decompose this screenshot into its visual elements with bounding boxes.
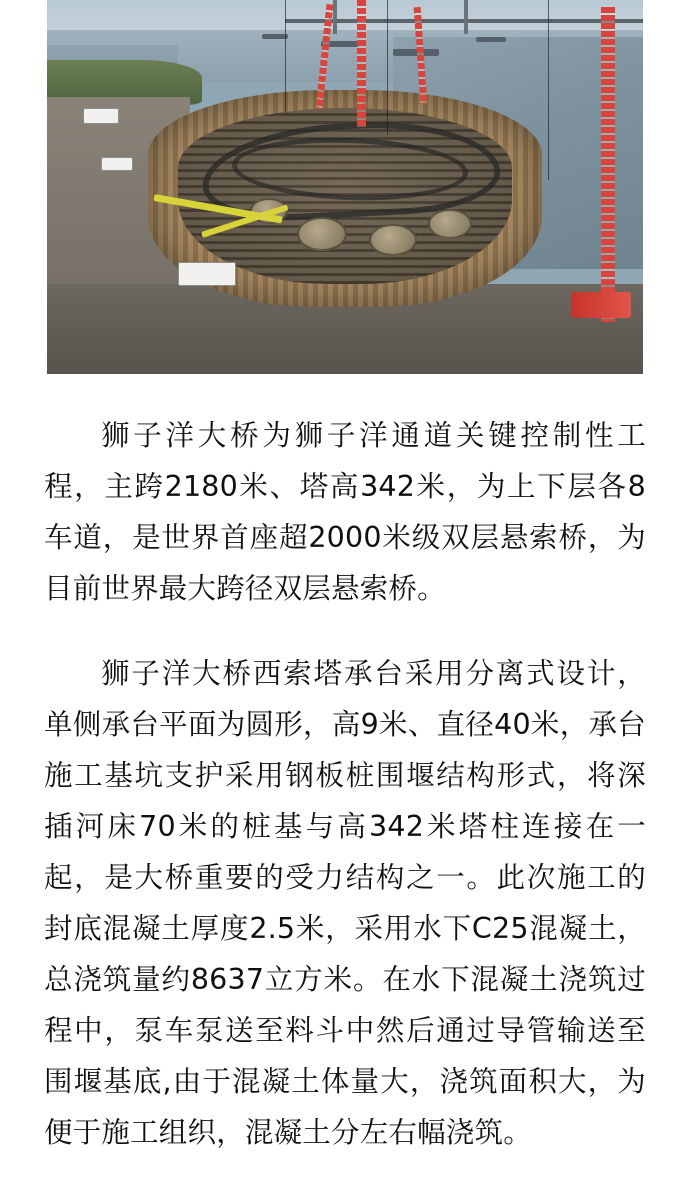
crane-cable — [285, 0, 286, 112]
caisson-opening — [297, 217, 347, 251]
article-body — [0, 374, 690, 1188]
red-crawler-crane-mast — [601, 7, 615, 321]
concrete-pump-truck — [178, 262, 236, 286]
crawler-crane-base — [571, 292, 631, 318]
bridge-foundation-construction-photo — [47, 0, 643, 374]
crane-cable — [548, 0, 549, 180]
crane-cable — [387, 0, 388, 135]
work-truck — [101, 157, 133, 171]
bridge-pylon-right — [464, 0, 468, 34]
work-truck — [83, 108, 119, 124]
paragraph-1: 狮子洋大桥为狮子洋通道关键控制性工程，主跨2180米、塔高342米，为上下层各8车道，是世界首座超2000米级双层悬索桥，为目前世界最大跨径双层悬索桥。 — [44, 419, 646, 605]
red-crawler-crane-boom — [357, 0, 366, 127]
paragraph-2: 狮子洋大桥西索塔承台采用分离式设计，单侧承台平面为圆形，高9米、直径40米，承台施工基坑支护采用钢板桩围堰结构形式，将深插河床70米的桩基与高342米塔柱连接在一起，是大桥重要的受力结构之一。此次施工的封底混凝土厚度2.5米，采用水下C25混凝土，总浇筑量约8637立方米。在水下混凝土浇筑过程中，泵车泵送至料斗中然后通过导管输送至围堰基底,由于混凝土体量大，浇筑面积大，为便于施工组织，混凝土分左右幅浇筑。 — [44, 657, 646, 1149]
photo-container — [47, 0, 643, 374]
bridge-pylon-left — [333, 0, 337, 34]
barge — [262, 34, 288, 39]
barge — [476, 37, 506, 42]
